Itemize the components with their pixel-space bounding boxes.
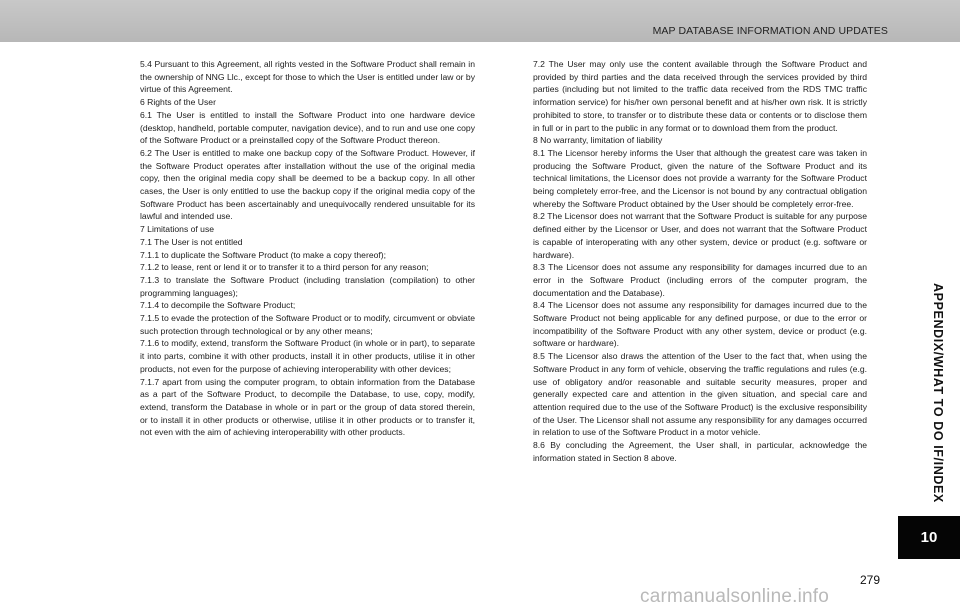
watermark: carmanualsonline.info (640, 586, 830, 607)
chapter-tab (898, 516, 960, 559)
chapter-number: 10 (920, 529, 938, 546)
paragraph: 7.1 The User is not entitled (140, 236, 243, 247)
paragraph: 8.4 The Licensor does not assume any responsibility for damages incurred due to the Software Product not being applicable for any defined purpose, or due to the error or incompatibility of the Software Product with any other system, device or product (e.g. software or hardware). (533, 300, 867, 349)
paragraph: 7.1.7 apart from using the computer program, to obtain information from the Database as a part of the Software Product, to decompile the Database, to use, copy, modify, extend, transform the Database in whole or in part or the group of data stored therein, or to install it in other products or otherwise, utilise it in other products or to transfer it, not even with the aim of achieving interoperability with other products. (140, 376, 475, 438)
paragraph: 6.1 The User is entitled to install the Software Product into one hardware device (desktop, handheld, portable computer, navigation device), and to run and use one copy of the Software Product or a preinstalled copy of the Software Product thereon. (140, 109, 475, 146)
paragraph: 8.5 The Licensor also draws the attention of the User to the fact that, when using the Software Product in any form of vehicle, observing the traffic regulations and rules (e.g. use of obligatory and/or reasonable and suitable security measures, proper and generally expected care and attention in the given situation, and special care and attention required due to the use of the Software Product) is the exclusive responsibility of the User. The Licensor shall not assume any responsibility for any damages occurred in relation to use of the Software Product in a motor vehicle. (533, 351, 867, 438)
page-number: 279 (860, 573, 881, 587)
paragraph: 7.1.5 to evade the protection of the Software Product or to modify, circumvent or obviate such protection through technological or by any other means; (140, 313, 475, 336)
paragraph: 7.1.6 to modify, extend, transform the Software Product (in whole or in part), to separate it into parts, combine it with other products, install it in other products, utilise it in other products, not even for the purpose of achieving interoperability with other devices; (140, 338, 475, 374)
paragraph: 6 Rights of the User (140, 97, 216, 108)
paragraph: 5.4 Pursuant to this Agreement, all rights vested in the Software Product shall remain in the ownership of NNG Llc., except for those to which the User is entitled under law or by virtue of this Agreement. (140, 59, 475, 95)
paragraph: 8.1 The Licensor hereby informs the User that although the greatest care was taken in producing the Software Product, given the nature of the Software Product and its technical limitations, the Licensor does not provide a warranty for the Software Product being completely error-free, and the Licensor is not bound by any contractual obligation whereby the Software Product obtained by the User should be completely error-free. (533, 147, 867, 209)
header-bar (0, 0, 960, 42)
paragraph: 7.1.2 to lease, rent or lend it or to transfer it to a third person for any reason; (140, 262, 429, 273)
paragraph: 7.1.4 to decompile the Software Product; (140, 300, 296, 311)
right-text-column (533, 58, 867, 465)
left-text-column (140, 58, 475, 439)
paragraph: 6.2 The User is entitled to make one backup copy of the Software Product. However, if the Software Product operates after installation without the use of the original media copy, then the original media copy shall be deemed to be a backup copy. In all other cases, the User is only entitled to use the backup copy if the original media copy of the Software Product has been ascertainably and unequivocally rendered unsuitable for its lawful and intended use. (140, 147, 475, 222)
paragraph: 7.1.1 to duplicate the Software Product (to make a copy thereof); (140, 249, 387, 260)
chapter-side-label: APPENDIX/WHAT TO DO IF/INDEX (931, 283, 945, 503)
paragraph: 7.2 The User may only use the content available through the Software Product and provided by third parties and the data received through the services provided by third parties (including but not limited to the traffic data received from the RDS TMC traffic information service) for his/her own personal benefit and at his/her own risk. It is strictly prohibited to store, to transfer or to distribute these data or contents or to disclose them in full or in part to the public in any format or to download them from the product. (533, 59, 867, 133)
paragraph: 8.6 By concluding the Agreement, the User shall, in particular, acknowledge the information stated in Section 8 above. (533, 440, 867, 463)
paragraph: 8.2 The Licensor does not warrant that the Software Product is suitable for any purpose defined either by the Licensor or User, and does not warrant that the Software Product is capable of interoperating with any other system, device or product (e.g. software or hardware). (533, 211, 867, 260)
paragraph: 7 Limitations of use (140, 224, 215, 235)
section-title: MAP DATABASE INFORMATION AND UPDATES (652, 25, 888, 37)
paragraph: 7.1.3 to translate the Software Product (including translation (compilation) to other programming languages); (140, 274, 475, 298)
paragraph: 8.3 The Licensor does not assume any responsibility for damages incurred due to an error in the Software Product (including errors of the computer program, the documentation and the Database). (533, 262, 867, 298)
paragraph: 8 No warranty, limitation of liability (533, 135, 663, 146)
